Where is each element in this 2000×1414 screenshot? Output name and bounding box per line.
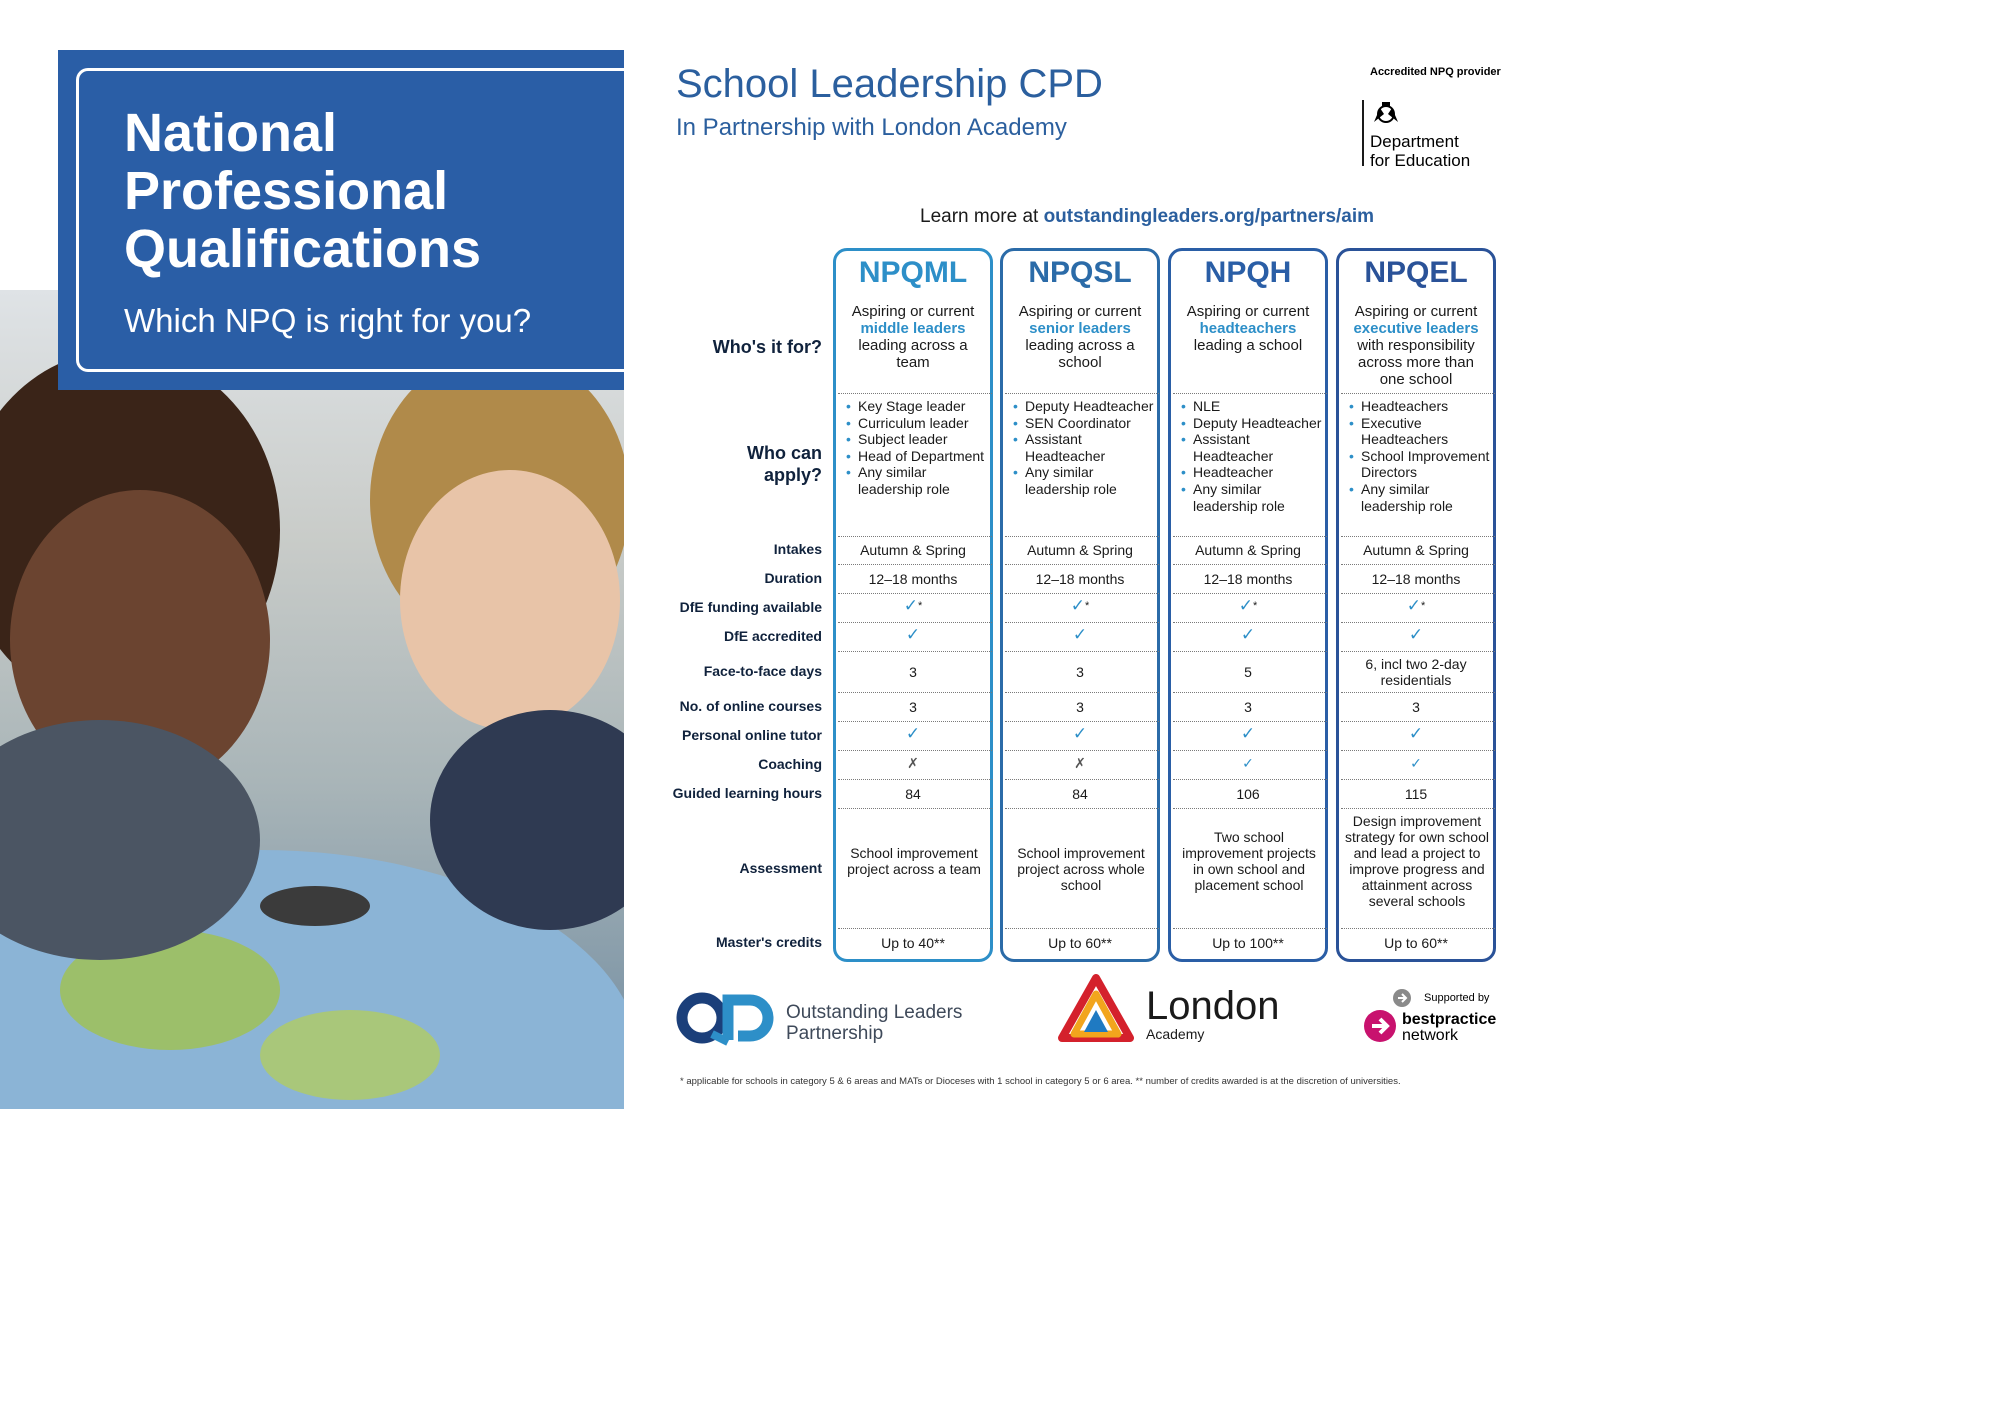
coaching-cell <box>1336 755 1496 771</box>
tick-icon: ✓ <box>905 625 921 644</box>
arrow-circle-icon <box>1392 988 1412 1008</box>
row-divider <box>1341 779 1495 780</box>
apply-item: • Curriculum leader <box>844 415 994 432</box>
row-label-hours: Guided learning hours <box>672 785 822 801</box>
f2f-cell: 6, incl two 2-day residentials <box>1365 656 1467 688</box>
hours-cell: 106 <box>1236 786 1260 802</box>
row-divider <box>1341 721 1495 722</box>
apply-item: • Headteacher <box>1179 464 1329 481</box>
who-for-prefix: Aspiring or current <box>1354 303 1478 320</box>
funding-cell <box>833 598 993 614</box>
row-label-apply-2: apply? <box>763 465 822 485</box>
row-divider <box>838 928 992 929</box>
tutor-cell <box>833 726 993 742</box>
row-label-credits: Master's credits <box>715 934 822 950</box>
row-divider <box>1341 393 1495 394</box>
tick-icon: ✓ <box>905 724 921 743</box>
who-for-highlight: headteachers <box>1199 320 1297 337</box>
row-label-intakes: Intakes <box>773 541 822 557</box>
assessment-cell: School improvement project across whole school <box>1017 845 1145 893</box>
row-divider <box>1341 692 1495 693</box>
who-for-prefix: Aspiring or current <box>1186 303 1310 320</box>
funding-star: * <box>1420 600 1426 612</box>
hours-cell: 84 <box>1072 786 1088 802</box>
apply-item: • Subject leader <box>844 431 994 448</box>
best-practice-logo-text <box>1402 1012 1496 1044</box>
row-label-tutor: Personal online tutor <box>681 727 822 743</box>
row-divider <box>1005 750 1159 751</box>
funding-star: * <box>1252 600 1258 612</box>
apply-list <box>1011 398 1161 498</box>
title-line-2: Professional <box>124 161 449 221</box>
hours-cell: 84 <box>905 786 921 802</box>
bpn-line-2: network <box>1402 1027 1459 1044</box>
credits-cell: Up to 60** <box>1048 935 1112 951</box>
royal-crest-icon <box>1370 100 1402 128</box>
row-label-who: Who's it for? <box>712 337 822 357</box>
tick-icon: ✓ <box>1408 625 1424 644</box>
page-title: School Leadership CPD <box>676 62 1103 106</box>
dfe-line-2: for Education <box>1370 151 1471 170</box>
row-divider <box>1341 564 1495 565</box>
row-divider <box>838 692 992 693</box>
column-title: NPQSL <box>1028 256 1132 289</box>
apply-item: • NLE <box>1179 398 1329 415</box>
row-divider <box>1173 651 1327 652</box>
who-for-prefix: Aspiring or current <box>1018 303 1142 320</box>
tutor-cell <box>1336 726 1496 742</box>
accredited-cell <box>1000 627 1160 643</box>
who-for-cell <box>836 303 990 371</box>
coaching-cell <box>1168 755 1328 771</box>
coaching-mark-icon: ✓ <box>1410 755 1422 771</box>
row-divider <box>838 536 992 537</box>
row-divider <box>1005 536 1159 537</box>
row-divider <box>1173 536 1327 537</box>
row-divider <box>838 808 992 809</box>
dfe-divider <box>1362 100 1364 166</box>
dfe-line-1: Department <box>1370 132 1459 151</box>
row-divider <box>838 393 992 394</box>
who-for-suffix: with responsibility across more than one school <box>1357 337 1475 388</box>
learn-more <box>920 206 1374 228</box>
credits-cell: Up to 60** <box>1384 935 1448 951</box>
tutor-cell <box>1168 726 1328 742</box>
intakes-cell: Autumn & Spring <box>1027 542 1133 558</box>
accredited-cell <box>1168 627 1328 643</box>
assessment-cell: Two school improvement projects in own school and placement school <box>1182 829 1316 893</box>
who-for-suffix: leading across a school <box>1025 337 1135 371</box>
coaching-cell <box>1000 755 1160 771</box>
row-divider <box>1173 393 1327 394</box>
row-divider <box>1341 808 1495 809</box>
olp-line-2: Partnership <box>786 1023 884 1044</box>
column-title: NPQML <box>858 256 968 289</box>
column-title: NPQEL <box>1364 256 1468 289</box>
row-divider <box>1005 393 1159 394</box>
apply-item: • Key Stage leader <box>844 398 994 415</box>
apply-item: • Any similar leadership role <box>844 464 994 497</box>
hours-cell: 115 <box>1404 786 1428 802</box>
coaching-cell <box>833 755 993 771</box>
credits-cell: Up to 40** <box>881 935 945 951</box>
row-divider <box>1005 622 1159 623</box>
apply-item: • Headteachers <box>1347 398 1497 415</box>
apply-list <box>844 398 994 498</box>
row-divider <box>1005 564 1159 565</box>
row-label-apply-1: Who can <box>747 443 822 463</box>
funding-cell <box>1336 598 1496 614</box>
row-divider <box>838 750 992 751</box>
apply-list <box>1179 398 1329 514</box>
who-for-highlight: senior leaders <box>1029 320 1131 337</box>
row-divider <box>1005 779 1159 780</box>
who-for-suffix: leading a school <box>1193 337 1303 354</box>
main-title <box>124 104 481 278</box>
children-globe-photo <box>0 290 624 1109</box>
row-divider <box>1173 564 1327 565</box>
tick-icon: ✓ <box>1406 596 1421 615</box>
tick-icon: ✓ <box>903 596 918 615</box>
apply-item: • Deputy Headteacher <box>1011 398 1161 415</box>
row-divider <box>838 779 992 780</box>
tick-icon: ✓ <box>1070 596 1085 615</box>
apply-item: • SEN Coordinator <box>1011 415 1161 432</box>
duration-cell: 12–18 months <box>1035 571 1125 587</box>
row-divider <box>1173 779 1327 780</box>
apply-item: • Any similar leadership role <box>1011 464 1161 497</box>
row-divider <box>838 721 992 722</box>
duration-cell: 12–18 months <box>1203 571 1293 587</box>
funding-star: * <box>917 600 923 612</box>
olp-line-1: Outstanding Leaders <box>786 1002 963 1023</box>
academy-logo-text: Academy <box>1146 1026 1205 1042</box>
f2f-cell: 3 <box>909 664 917 680</box>
duration-cell: 12–18 months <box>1371 571 1461 587</box>
apply-list <box>1347 398 1497 514</box>
tick-icon: ✓ <box>1408 724 1424 743</box>
row-divider <box>1005 721 1159 722</box>
who-for-cell <box>1339 303 1493 388</box>
intakes-cell: Autumn & Spring <box>1363 542 1469 558</box>
apply-item: • Any similar leadership role <box>1179 481 1329 514</box>
online-courses-cell: 3 <box>1244 699 1252 715</box>
tick-icon: ✓ <box>1238 596 1253 615</box>
coaching-mark-icon: ✓ <box>1242 755 1254 771</box>
row-divider <box>1005 928 1159 929</box>
row-label-accredited: DfE accredited <box>723 628 822 644</box>
row-divider <box>1341 593 1495 594</box>
apply-item: • Head of Department <box>844 448 994 465</box>
olp-logo-icon <box>676 992 780 1046</box>
column-title: NPQH <box>1204 256 1292 289</box>
apply-item: • Executive Headteachers <box>1347 415 1497 448</box>
learn-more-link[interactable]: outstandingleaders.org/partners/aim <box>1043 206 1375 227</box>
row-divider <box>1173 808 1327 809</box>
row-divider <box>1173 721 1327 722</box>
accredited-label: Accredited NPQ provider <box>1370 66 1501 78</box>
who-for-suffix: leading across a team <box>858 337 968 371</box>
tick-icon: ✓ <box>1072 724 1088 743</box>
row-divider <box>838 593 992 594</box>
footnote: * applicable for schools in category 5 & 6 areas and MATs or Dioceses with 1 school in category 5 or 6 area. ** number of credits awarded is at the discretion of universities. <box>680 1076 1401 1087</box>
f2f-cell: 5 <box>1244 664 1252 680</box>
who-for-highlight: middle leaders <box>860 320 966 337</box>
row-divider <box>1005 808 1159 809</box>
row-divider <box>1173 622 1327 623</box>
row-divider <box>1341 651 1495 652</box>
online-courses-cell: 3 <box>1076 699 1084 715</box>
supported-by-label: Supported by <box>1424 992 1490 1004</box>
tick-icon: ✓ <box>1240 625 1256 644</box>
intakes-cell: Autumn & Spring <box>860 542 966 558</box>
row-label-funding: DfE funding available <box>679 599 822 615</box>
row-label-coaching: Coaching <box>758 756 822 772</box>
row-label-apply <box>747 442 822 486</box>
tutor-cell <box>1000 726 1160 742</box>
accredited-cell <box>1336 627 1496 643</box>
apply-item: • Deputy Headteacher <box>1179 415 1329 432</box>
who-for-cell <box>1003 303 1157 371</box>
who-for-cell <box>1171 303 1325 354</box>
apply-item: • Assistant Headteacher <box>1011 431 1161 464</box>
dfe-logo-text <box>1370 132 1470 170</box>
intakes-cell: Autumn & Spring <box>1195 542 1301 558</box>
tick-icon: ✓ <box>1240 724 1256 743</box>
coaching-mark-icon: ✗ <box>907 755 919 771</box>
best-practice-arrow-icon <box>1362 1008 1398 1044</box>
row-divider <box>1341 622 1495 623</box>
learn-prefix: Learn more at <box>920 206 1044 227</box>
row-divider <box>1341 536 1495 537</box>
row-divider <box>1005 692 1159 693</box>
who-for-prefix: Aspiring or current <box>851 303 975 320</box>
who-for-highlight: executive leaders <box>1353 320 1479 337</box>
accredited-cell <box>833 627 993 643</box>
row-divider <box>1173 692 1327 693</box>
apply-item: • Assistant Headteacher <box>1179 431 1329 464</box>
assessment-cell: School improvement project across a team <box>847 845 981 877</box>
online-courses-cell: 3 <box>1412 699 1420 715</box>
duration-cell: 12–18 months <box>868 571 958 587</box>
funding-star: * <box>1084 600 1090 612</box>
assessment-cell: Design improvement strategy for own school and lead a project to improve progress and attainment across several schools <box>1345 813 1489 909</box>
tick-icon: ✓ <box>1072 625 1088 644</box>
subtitle: Which NPQ is right for you? <box>124 302 532 339</box>
apply-item: • Any similar leadership role <box>1347 481 1497 514</box>
row-divider <box>1341 750 1495 751</box>
f2f-cell: 3 <box>1076 664 1084 680</box>
row-divider <box>838 651 992 652</box>
apply-item: • School Improvement Directors <box>1347 448 1497 481</box>
row-divider <box>1173 928 1327 929</box>
london-logo-text: London <box>1146 984 1280 1028</box>
row-divider <box>838 622 992 623</box>
row-divider <box>838 564 992 565</box>
row-divider <box>1173 593 1327 594</box>
row-divider <box>1005 593 1159 594</box>
london-academy-logo-icon <box>1056 972 1136 1046</box>
page-subtitle: In Partnership with London Academy <box>676 114 1067 141</box>
row-label-online: No. of online courses <box>679 698 822 714</box>
online-courses-cell: 3 <box>909 699 917 715</box>
coaching-mark-icon: ✗ <box>1074 755 1086 771</box>
row-label-assessment: Assessment <box>739 860 822 876</box>
funding-cell <box>1000 598 1160 614</box>
credits-cell: Up to 100** <box>1212 935 1284 951</box>
title-line-1: National <box>124 103 338 163</box>
olp-logo-text <box>786 1002 962 1044</box>
row-divider <box>1005 651 1159 652</box>
row-label-duration: Duration <box>764 570 822 586</box>
title-line-3: Qualifications <box>124 219 482 279</box>
row-divider <box>1341 928 1495 929</box>
row-divider <box>1173 750 1327 751</box>
funding-cell <box>1168 598 1328 614</box>
bpn-line-1: bestpractice <box>1402 1011 1497 1028</box>
row-label-f2f: Face-to-face days <box>703 663 822 679</box>
